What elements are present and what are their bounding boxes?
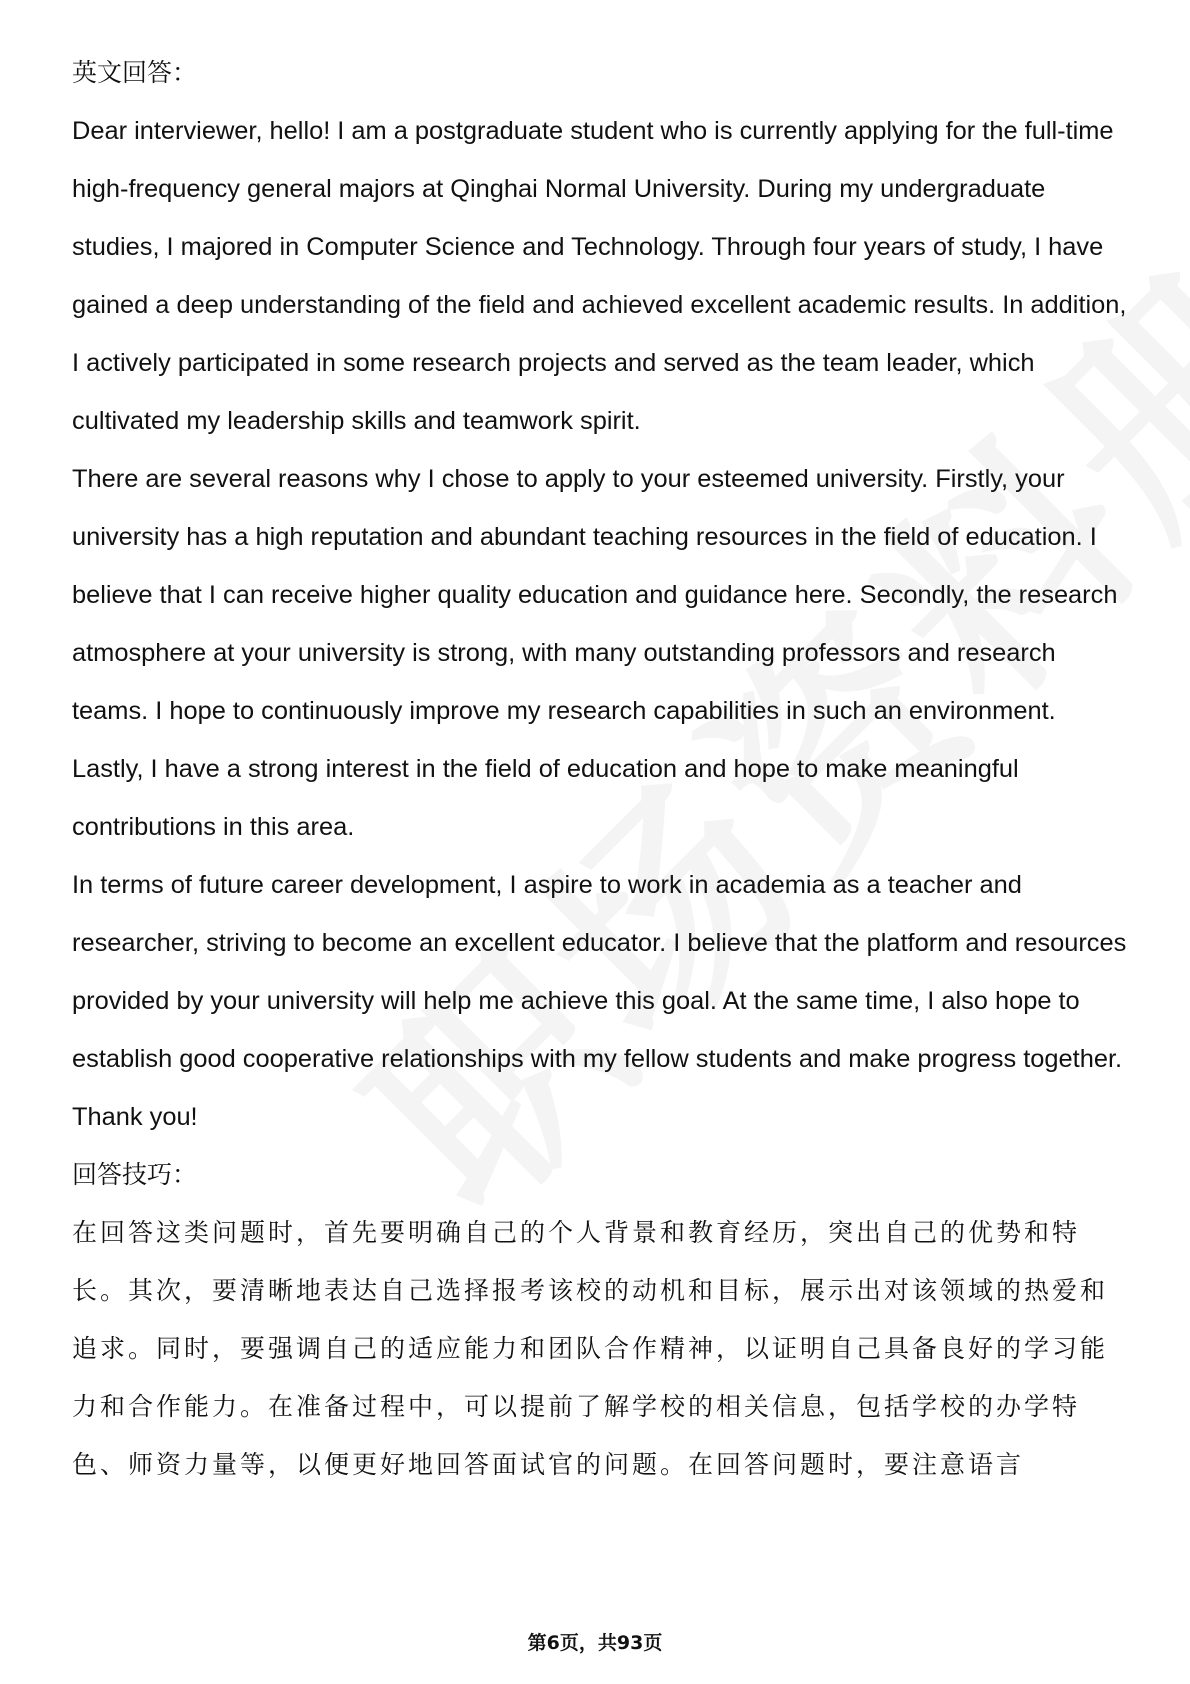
- page-number-footer: 第6页，共93页: [527, 1632, 663, 1654]
- page-content: [72, 44, 1132, 1494]
- english-paragraph-2: There are several reasons why I chose to apply to your esteemed university. Firstly, your university has a high reputation and abundant teaching resources in the field of education. I believe that I can receive higher quality education and guidance here. Secondly, the research atmosphere at your university is strong, with many outstanding professors and research teams. I hope to continuously improve my research capabilities in such an environment. Lastly, I have a strong interest in the field of education and hope to make meaningful contributions in this area.: [72, 465, 1118, 841]
- answer-tips-paragraph: 在回答这类问题时，首先要明确自己的个人背景和教育经历，突出自己的优势和特长。其次，要清晰地表达自己选择报考该校的动机和目标，展示出对该领域的热爱和追求。同时，要强调自己的适应能力和团队合作精神，以证明自己具备良好的学习能力和合作能力。在准备过程中，可以提前了解学校的相关信息，包括学校的办学特色、师资力量等，以便更好地回答面试官的问题。在回答问题时，要注意语言: [72, 1218, 1109, 1479]
- english-paragraph-1: Dear interviewer, hello! I am a postgraduate student who is currently applying for the full-time high-frequency general majors at Qinghai Normal University. During my undergraduate studies, I majored in Computer Science and Technology. Through four years of study, I have gained a deep understanding of the field and achieved excellent academic results. In addition, I actively participated in some research projects and served as the team leader, which cultivated my leadership skills and teamwork spirit.: [72, 117, 1127, 435]
- answer-tips-heading: 回答技巧：: [72, 1160, 198, 1189]
- english-answer-heading: 英文回答：: [72, 58, 198, 87]
- english-paragraph-3: In terms of future career development, I aspire to work in academia as a teacher and researcher, striving to become an excellent educator. I believe that the platform and resources provided by your university will help me achieve this goal. At the same time, I also hope to establish good cooperative relationships with my fellow students and make progress together. Thank you!: [72, 871, 1127, 1131]
